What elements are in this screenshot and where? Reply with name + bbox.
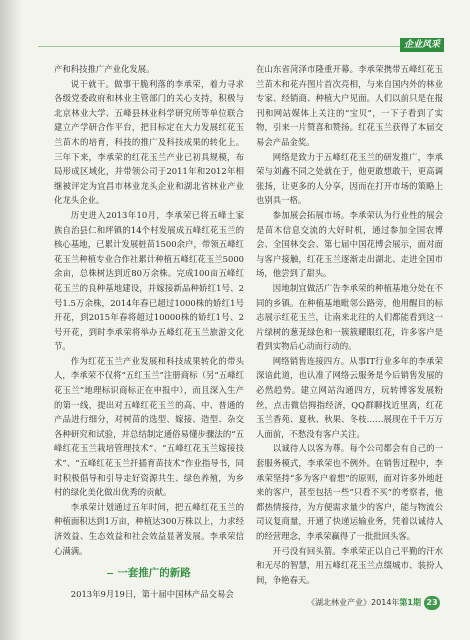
section-tag: 企业风采 (400, 38, 444, 52)
section-rule (38, 46, 400, 47)
heading-bar-icon (107, 573, 113, 574)
paragraph: 说干就干。做事干脆利落的李承荣，着力寻求各级党委政府和林业主管部门的关心支持，积极与北京林业大学、五峰县林业科学研究所等单位联合建立产学研合作平台，把目标定在大力发展红花玉兰苗木的培育，科技的推广及科技成果的转化上。三年下来，李承荣的红花玉兰产业已初具规模，布局形成区域化，并带领公司于2011年和2012年相继被评定为宜昌市林业龙头企业和湖北省林业产业化龙头企业。 (54, 78, 244, 206)
paragraph: 开弓没有回头箭。李承荣正以自己平勤的汗水和无尽的智慧，用五峰红花玉兰点缀城市、装扮人间，争艳春天。 (256, 545, 443, 585)
paragraph: 参加展会拓展市场。李承荣认为行业性的展会是苗木信息交流的大好时机，通过参加全国农博会、全国林交会、第七届中国花博会展示，面对面与客户接触，红花玉兰逐渐走出湖北、走进全国市场，他尝到了甜头。 (256, 209, 443, 279)
paragraph: 网络是致力于五峰红花玉兰的研发推广，李承荣与刘鑫不同之处就在于，他更敢想敢干，更高调张扬，让更多的人分享，因而在打开市场的策略上也别具一格。 (256, 151, 443, 206)
left-column (54, 62, 244, 601)
page-footer (307, 596, 440, 610)
paragraph: 网络销售连接四方。从事IT行业多年的李承荣深谙此道，也认准了网络云服务是今后销售发展的必然趋势。建立网站沟通四方，玩转博客发展粉丝，点击微信拇指经济，QQ群聊找近里离，红花玉兰香苑、夏秋、秋果、冬枝……展现在千千万万人面前，不愁没有客户关注。 (256, 355, 443, 439)
paragraph: 在山东省菏泽市隆重开幕。李承荣携带五峰红花玉兰苗木和花卉图片首次亮相，与来自国内外的林业专家、经销商、种植大户见面。人们以前只是在报刊和网站媒体上关注的“宝贝”，一下子看到了实物，引来一片赞喜和赞扬。红花玉兰获得了本届交易会产品金奖。 (256, 64, 443, 147)
paragraph: 2013年9月19日，第十届中国林产品交易会 (70, 588, 234, 599)
paragraph: 李承荣计划通过五年时间，把五峰红花玉兰的种植面积达到1万亩，种植达300万株以上，力求经济效益、生态效益和社会效益显著发展。李承荣信心满满。 (54, 501, 244, 556)
journal-name: 《湖北林业产业》2014年 (307, 598, 400, 607)
issue-number: 第1期 (399, 598, 421, 607)
section-heading-text: 一套推广的新路 (117, 567, 191, 580)
section-heading (54, 566, 244, 581)
paragraph: 因地制宜做活广告李承荣的种植基地分处在不同的乡镇。在种植基地毗邻公路旁，他用醒目的标志展示红花玉兰，让南来北往的人们都能看到这一片绿树的葱茏绿色和一簇簇耀眼红花，许多客户是看到实物后心动而行动的。 (256, 282, 443, 352)
paragraph: 以诚待人以客为尊。每个公司都会有自己的一套服务模式，李承荣也不例外。在销售过程中，李承荣坚持“多为客户着想”的原则，面对许多外地赶来的客户，甚至包括一些“只看不买”的考察者，他都热情接待，为方便需求量少的客户，能与物流公司议复商量，开通了快递运输业务，凭着以诚待人的经营理念，李承荣赢得了一批批回头客。 (256, 443, 443, 541)
right-column (256, 62, 443, 587)
page-number: 23 (424, 596, 440, 610)
paragraph: 作为红花玉兰产业发展和科技成果转化的带头人，李承荣不仅将“五红玉兰”注册商标（另“五峰红花玉兰”地理标识商标正在申报中），而且深入生产的第一线，提出对五峰红花玉兰的高、中、普通的产品进行细分，对树苗的选型、嫁接、造型、杂交各种研究和试验，并总结制定通俗易懂步骤法的“五峰红花玉兰栽培管理技术”、“五峰红花玉兰嫁接技术”、“五峰红花玉兰扦插育苗技术”作业指导书，同时积极倡导和引导走好资源共生、绿色养殖，为乡村的绿化美化做出优秀的贡献。 (54, 355, 244, 498)
paragraph: 产和科技推广产业化发展。 (54, 64, 155, 74)
page-gutter-shadow (0, 0, 22, 640)
paragraph: 历史进入2013年10月，李承荣已将五峰土家族自治县仁和坪镇的14个村发展成五峰红花玉兰的核心基地，已累计发展桩苗1500余户，带领五峰红花玉兰种植专业合作社累计种植五峰红花玉兰5000余亩，总株树达到近80万余株。完成100亩五峰红花玉兰的良种基地建设，并嫁接新品种娇红1号、2号1.5万余株，2014年春已超过1000株的娇红1号开花，到2015年春将超过10000株的娇红1号、2号开花，到时李承荣将举办五峰红花玉兰旅游文化节。 (54, 209, 244, 352)
